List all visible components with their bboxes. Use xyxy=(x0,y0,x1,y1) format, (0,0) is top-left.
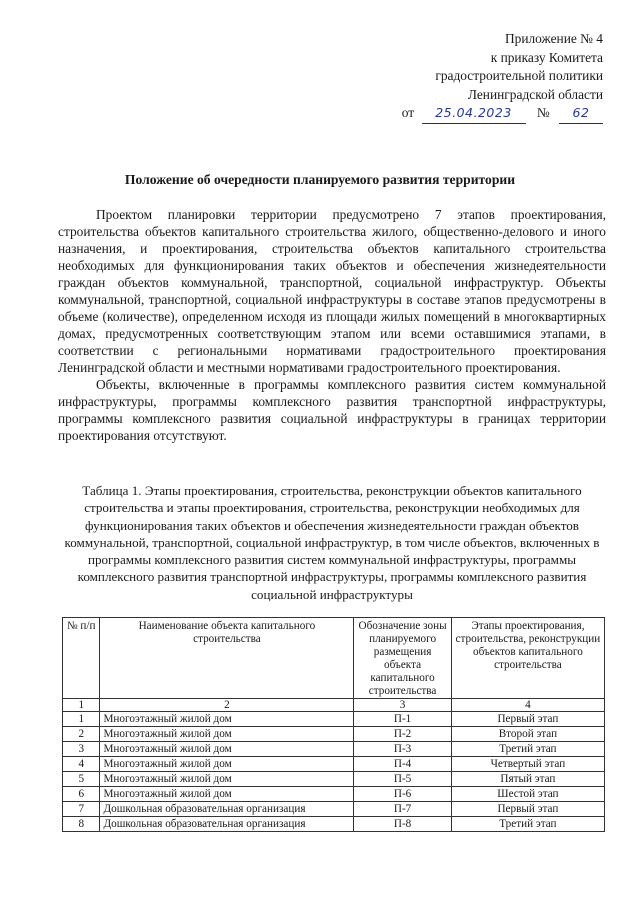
header-object-name: Наименование объекта капитального строительства xyxy=(100,618,354,699)
order-number-handwritten: 62 xyxy=(572,105,590,121)
column-number: 2 xyxy=(100,699,354,712)
table-caption: Таблица 1. Этапы проектирования, строительства, реконструкции объектов капитального строительства и этапы проектирования, строительства, реконструкции необходимых для функционирования таких объектов и обеспечения жизнедеятельности граждан объектов коммунальной, транспортной, социальной инфраструктур, в том числе объектов, включенных в программы комплексного развития систем коммунальной инфраструктуры, программы комплексного развития транспортной инфраструктуры, программы комплексного развития социальной инфраструктуры xyxy=(64,483,600,602)
row-number: 7 xyxy=(63,802,100,817)
object-name: Многоэтажный жилой дом xyxy=(100,757,354,772)
table-row xyxy=(63,787,605,802)
zone-code: П-5 xyxy=(354,772,451,787)
stage: Третий этап xyxy=(451,817,604,832)
object-name: Многоэтажный жилой дом xyxy=(100,712,354,727)
table-row xyxy=(63,712,605,727)
paragraph: Проектом планировки территории предусмотрено 7 этапов проектирования, строительства объектов капитального строительства жилого, общественно-делового и иного назначения, и проектирования, строительства объектов капитального строительства необходимых для функционирования таких объектов и обеспечения жизнедеятельности граждан объектов коммунальной, транспортной, социальной инфраструктур. Объекты коммунальной, транспортной, социальной инфраструктуры в составе этапов предусмотрены в объеме (количестве), определенном исходя из площади жилых помещений в многоквартирных домах, предусмотренных соответствующим этапом или всеми оставшимися этапами, в соответствии с региональными нормативами градостроительного проектирования Ленинградской области и местными нормативами градостроительного проектирования. xyxy=(58,207,606,375)
table-row xyxy=(63,727,605,742)
number-prefix: № xyxy=(536,105,550,121)
object-name: Многоэтажный жилой дом xyxy=(100,772,354,787)
object-name: Многоэтажный жилой дом xyxy=(100,787,354,802)
stage: Шестой этап xyxy=(451,787,604,802)
row-number: 4 xyxy=(63,757,100,772)
object-name: Дошкольная образовательная организация xyxy=(100,802,354,817)
date-prefix: от xyxy=(401,105,415,121)
header-stages: Этапы проектирования, строительства, реконструкции объектов капитального строительства xyxy=(451,618,604,699)
column-number: 1 xyxy=(63,699,100,712)
stage: Четвертый этап xyxy=(451,757,604,772)
zone-code: П-2 xyxy=(354,727,451,742)
stage: Первый этап xyxy=(451,712,604,727)
stage: Второй этап xyxy=(451,727,604,742)
stage: Первый этап xyxy=(451,802,604,817)
stage: Третий этап xyxy=(451,742,604,757)
table-row xyxy=(63,772,605,787)
object-name: Многоэтажный жилой дом xyxy=(100,742,354,757)
appendix-header xyxy=(402,30,603,124)
order-date-handwritten: 25.04.2023 xyxy=(435,105,512,121)
order-date-field xyxy=(422,104,526,124)
table-header-row xyxy=(63,618,605,699)
appendix-line: Ленинградской области xyxy=(467,86,603,102)
table-row xyxy=(63,802,605,817)
stage: Пятый этап xyxy=(451,772,604,787)
appendix-line: Приложение № 4 xyxy=(504,31,603,46)
zone-code: П-3 xyxy=(354,742,451,757)
row-number: 5 xyxy=(63,772,100,787)
zone-code: П-1 xyxy=(354,712,451,727)
header-zone: Обозначение зоны планируемого размещения объекта капитального строительства xyxy=(354,618,451,699)
appendix-line: градостроительной политики xyxy=(435,68,603,84)
zone-code: П-7 xyxy=(354,802,451,817)
object-name: Многоэтажный жилой дом xyxy=(100,727,354,742)
zone-code: П-8 xyxy=(354,817,451,832)
body-text xyxy=(58,206,606,444)
table-row xyxy=(63,817,605,832)
row-number: 6 xyxy=(63,787,100,802)
order-date-number-line xyxy=(402,104,603,124)
document-title: Положение об очередности планируемого развития территории xyxy=(124,172,516,187)
row-number: 1 xyxy=(63,712,100,727)
column-number-row xyxy=(63,699,605,712)
column-number: 3 xyxy=(354,699,451,712)
row-number: 3 xyxy=(63,742,100,757)
column-number: 4 xyxy=(451,699,604,712)
object-name: Дошкольная образовательная организация xyxy=(100,817,354,832)
zone-code: П-4 xyxy=(354,757,451,772)
table-row xyxy=(63,742,605,757)
appendix-line: к приказу Комитета xyxy=(490,49,603,65)
row-number: 8 xyxy=(63,817,100,832)
stages-table xyxy=(62,617,605,832)
table-row xyxy=(63,757,605,772)
paragraph: Объекты, включенные в программы комплексного развития систем коммунальной инфраструктуры, программы комплексного развития транспортной инфраструктуры, программы комплексного развития социальной инфраструктуры в границах территории проектирования отсутствуют. xyxy=(58,377,606,443)
zone-code: П-6 xyxy=(354,787,451,802)
header-number: № п/п xyxy=(63,618,100,699)
order-number-field xyxy=(559,104,603,124)
row-number: 2 xyxy=(63,727,100,742)
